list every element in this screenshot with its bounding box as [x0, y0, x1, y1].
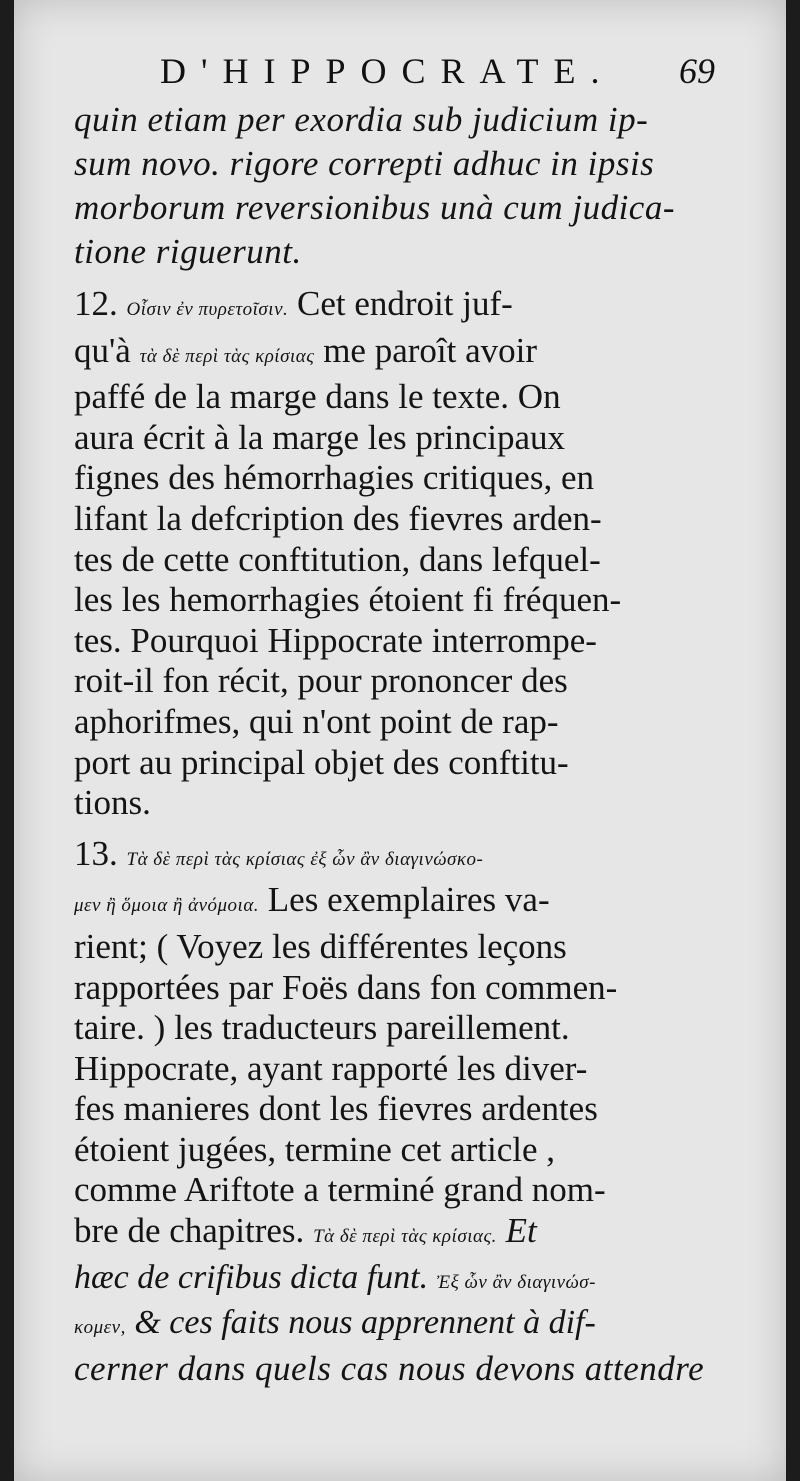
greek-quote: τὰ δὲ περὶ τὰς κρίσιας: [139, 345, 315, 367]
text-fragment: me paroît avoir: [323, 330, 537, 370]
page-body: [74, 98, 714, 1389]
greek-quote: Τὰ δὲ περὶ τὰς κρίσιας.: [313, 1226, 497, 1248]
note-13-line: [74, 834, 714, 881]
text-line: lifant la defcription des fievres arden-: [74, 498, 602, 538]
text-line: aphorifmes, qui n'ont point de rap-: [74, 701, 559, 741]
note-12-line: [74, 284, 714, 331]
text-line: cerner dans quels cas nous devons attendre: [74, 1348, 705, 1388]
text-line: [74, 1258, 714, 1304]
text-line: tione riguerunt.: [74, 232, 302, 271]
greek-quote: Οἷσιν ἐν πυρετοῖσιν.: [126, 299, 289, 320]
greek-quote: Ἐξ ὧν ἂν διαγινώσ-: [436, 1271, 596, 1293]
greek-quote: μεν ἢ ὅμοια ἢ ἀνόμοια.: [74, 895, 260, 917]
text-line: [74, 1211, 714, 1258]
page-number: 69: [679, 51, 715, 91]
text-line: [74, 331, 714, 378]
text-line: [74, 880, 714, 927]
latin-fragment: hæc de crifibus dicta funt.: [74, 1258, 429, 1296]
text-line: tions.: [74, 783, 151, 823]
text-line: étoient jugées, termine cet article ,: [74, 1129, 556, 1169]
text-line: Hippocrate, ayant rapporté les diver-: [74, 1048, 588, 1088]
note-number: 12.: [74, 284, 118, 323]
text-fragment: Les exemplaires va-: [267, 880, 550, 920]
text-line: [74, 1303, 714, 1349]
latin-fragment: Et: [505, 1211, 537, 1251]
text-line: rapportées par Foës dans fon commen-: [74, 967, 618, 1007]
text-line: aura écrit à la marge les principaux: [74, 417, 566, 457]
text-fragment: qu'à: [74, 330, 131, 370]
greek-quote: Τὰ δὲ περὶ τὰς κρίσιας ἐξ ὧν ἂν διαγινώσκο-: [126, 848, 484, 870]
book-page: [14, 0, 786, 1481]
text-line: paffé de la marge dans le texte. On: [74, 377, 561, 417]
text-fragment: bre de chapitres.: [74, 1211, 305, 1251]
text-line: comme Ariftote a terminé grand nom-: [74, 1170, 606, 1210]
text-line: taire. ) les traducteurs pareillement.: [74, 1008, 570, 1048]
text-line: les les hemorrhagies étoient fi fréquen-: [74, 580, 622, 620]
text-line: tes. Pourquoi Hippocrate interrompe-: [74, 620, 597, 660]
text-line: fes manieres dont les fievres ardentes: [74, 1089, 598, 1129]
text-line: tes de cette conftitution, dans lefquel-: [74, 539, 601, 579]
text-fragment: & ces faits nous apprennent à dif-: [134, 1304, 596, 1342]
text-line: rient; ( Voyez les différentes leçons: [74, 926, 567, 966]
note-number: 13.: [74, 833, 118, 873]
text-line: port au principal objet des conftitu-: [74, 742, 569, 782]
text-line: sum novo. rigore correpti adhuc in ipsis: [74, 144, 655, 183]
note-text: Cet endroit juf-: [297, 284, 513, 323]
running-header: [160, 50, 715, 98]
text-line: fignes des hémorrhagies critiques, en: [74, 458, 594, 498]
text-line: quin etiam per exordia sub judicium ip-: [74, 100, 649, 139]
text-line: roit-il fon récit, pour prononcer des: [74, 661, 568, 701]
greek-quote: κομεν,: [74, 1317, 126, 1339]
running-title: D'HIPPOCRATE.: [160, 51, 615, 91]
text-line: morborum reversionibus unà cum judica-: [74, 188, 675, 227]
